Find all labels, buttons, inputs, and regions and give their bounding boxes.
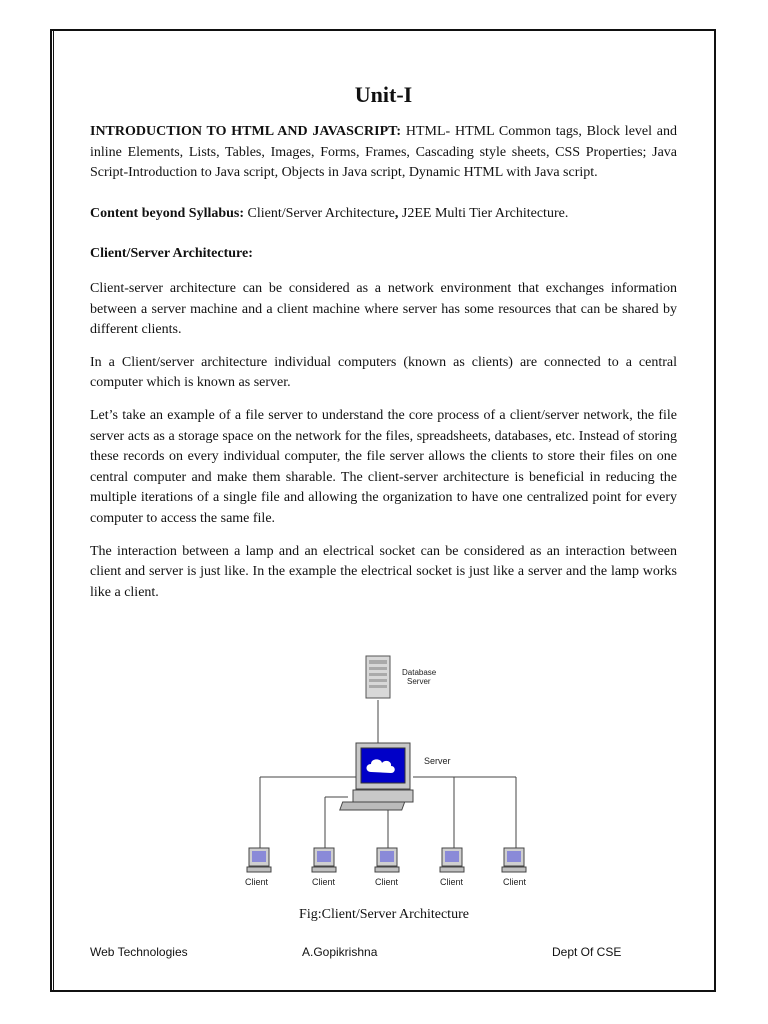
database-server-icon [366, 656, 390, 698]
db-label-2: Server [407, 677, 431, 686]
client-label: Client [245, 877, 269, 887]
db-label-1: Database [402, 668, 437, 677]
paragraph: Client-server architecture can be considered as a network environment that exchanges information between a server machine and a client machine where server has some resources that can be shared by different clients. [90, 280, 677, 338]
beyond-lead: Content beyond Syllabus: [90, 205, 245, 221]
intro-lead: INTRODUCTION TO HTML AND JAVASCRIPT: [90, 124, 402, 139]
client-label: Client [375, 877, 399, 887]
client-computer-icon [502, 848, 526, 872]
beyond-comma: , [394, 205, 399, 221]
footer-right: Dept Of CSE [552, 945, 622, 959]
document-body [90, 82, 677, 615]
beyond-text-2: J2EE Multi Tier Architecture. [398, 205, 569, 221]
client-computer-icon [312, 848, 336, 872]
figure-caption: Fig:Client/Server Architecture [299, 907, 469, 922]
paragraph: Let’s take an example of a file server to understand the core process of a client/server network, the file server acts as a storage space on the network for the files, spreadsheets, databases, etc. Instead of storing these records on every individual computer, the file server allows the clients to store their files on one central computer and make them sharable. The client-server architecture is beneficial in reducing the multiple iterations of a single file and allowing the organization to have one centralized point for every computer to access the same file. [90, 407, 677, 526]
page-title: Unit-I [354, 82, 413, 107]
footer-middle: A.Gopikrishna [302, 945, 378, 959]
content-beyond-syllabus [90, 204, 677, 225]
client-label: Client [503, 877, 527, 887]
beyond-text-1: Client/Server Architecture [244, 205, 395, 221]
footer-left: Web Technologies [90, 945, 188, 959]
intro-paragraph [90, 122, 677, 184]
paragraph: The interaction between a lamp and an electrical socket can be considered as an interaction between client and server is just like. In the example the electrical socket is just like a server and the lamp works like a client. [90, 543, 677, 600]
client-server-diagram [228, 650, 548, 895]
server-label: Server [424, 756, 451, 766]
client-computer-icon [375, 848, 399, 872]
client-computer-icon [440, 848, 464, 872]
paragraph: In a Client/server architecture individual computers (known as clients) are connected to a central computer which is known as server. [90, 354, 677, 391]
client-computer-icon [247, 848, 271, 872]
client-label: Client [312, 877, 336, 887]
intro-text: HTML- HTML Common tags, Block level and inline Elements, Lists, Tables, Images, Forms, Frames, Cascading style sheets, CSS Properties; Java Script-Introduction to Java script, Objects in Java script, Dynamic HTML with Java script. [90, 124, 678, 181]
client-label: Client [440, 877, 464, 887]
section-heading: Client/Server Architecture: [90, 246, 253, 262]
